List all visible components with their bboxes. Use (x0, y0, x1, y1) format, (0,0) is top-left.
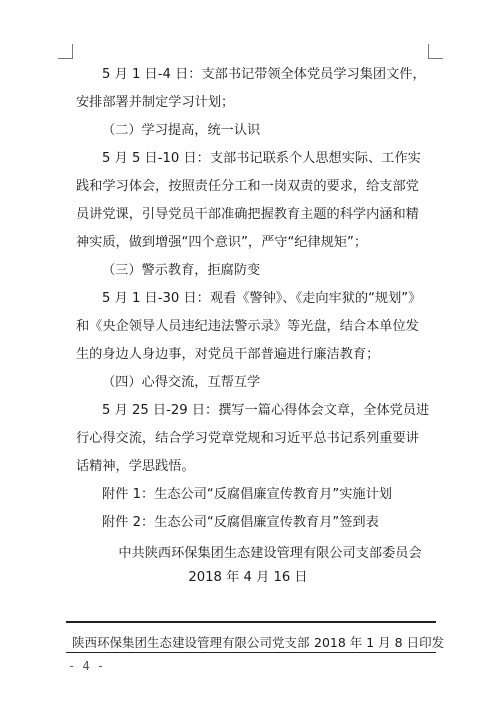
section-heading-4: （四）心得交流，互帮互学 (102, 375, 261, 390)
paragraph-line: 5 月 1 日-30 日：观看《警钟》、《走向牢狱的“规划”》 (102, 291, 422, 306)
paragraph-line: 员讲党课，引导党员干部准确把握教育主题的科学内涵和精 (76, 207, 419, 222)
paragraph-line: 践和学习体会，按照责任分工和一岗双责的要求，给支部党 (76, 179, 419, 194)
paragraph-line: 行心得交流，结合学习党章党规和习近平总书记系列重要讲 (76, 431, 419, 446)
footer-print-date: 2018 年 1 月 8 日印发 (314, 635, 445, 650)
footer-rule-bottom (66, 652, 436, 653)
footer-issuer: 陕西环保集团生态建设管理有限公司党支部 (72, 635, 310, 650)
paragraph-line: 话精神，学思践悟。 (76, 459, 195, 474)
corner-mark-top-right (428, 44, 443, 59)
page-number: - 4 - (68, 659, 105, 673)
attachment-2: 附件 2：生态公司“反腐倡廉宣传教育月”签到表 (102, 515, 379, 530)
corner-mark-top-left (58, 44, 73, 59)
section-heading-2: （二）学习提高，统一认识 (102, 123, 261, 138)
paragraph-line: 5 月 1 日-4 日：支部书记带领全体党员学习集团文件， (102, 67, 426, 82)
paragraph-line: 生的身边人身边事，对党员干部普遍进行廉洁教育； (76, 347, 380, 362)
attachment-1: 附件 1：生态公司“反腐倡廉宣传教育月”实施计划 (102, 487, 392, 502)
section-heading-3: （三）警示教育，拒腐防变 (102, 263, 261, 278)
paragraph-line: 5 月 5 日-10 日：支部书记联系个人思想实际、工作实 (102, 151, 421, 166)
paragraph-line: 安排部署并制定学习计划； (76, 95, 235, 110)
paragraph-line: 神实质，做到增强“四个意识”，严守“纪律规矩”； (76, 235, 368, 250)
paragraph-line: 5 月 25 日-29 日：撰写一篇心得体会文章，全体党员进 (102, 403, 430, 418)
paragraph-line: 和《央企领导人员违纪违法警示录》等光盘，结合本单位发 (76, 319, 419, 334)
signature-date: 2018 年 4 月 16 日 (188, 570, 308, 585)
footer-rule-top (66, 621, 436, 623)
signature-org: 中共陕西环保集团生态建设管理有限公司支部委员会 (118, 546, 422, 561)
